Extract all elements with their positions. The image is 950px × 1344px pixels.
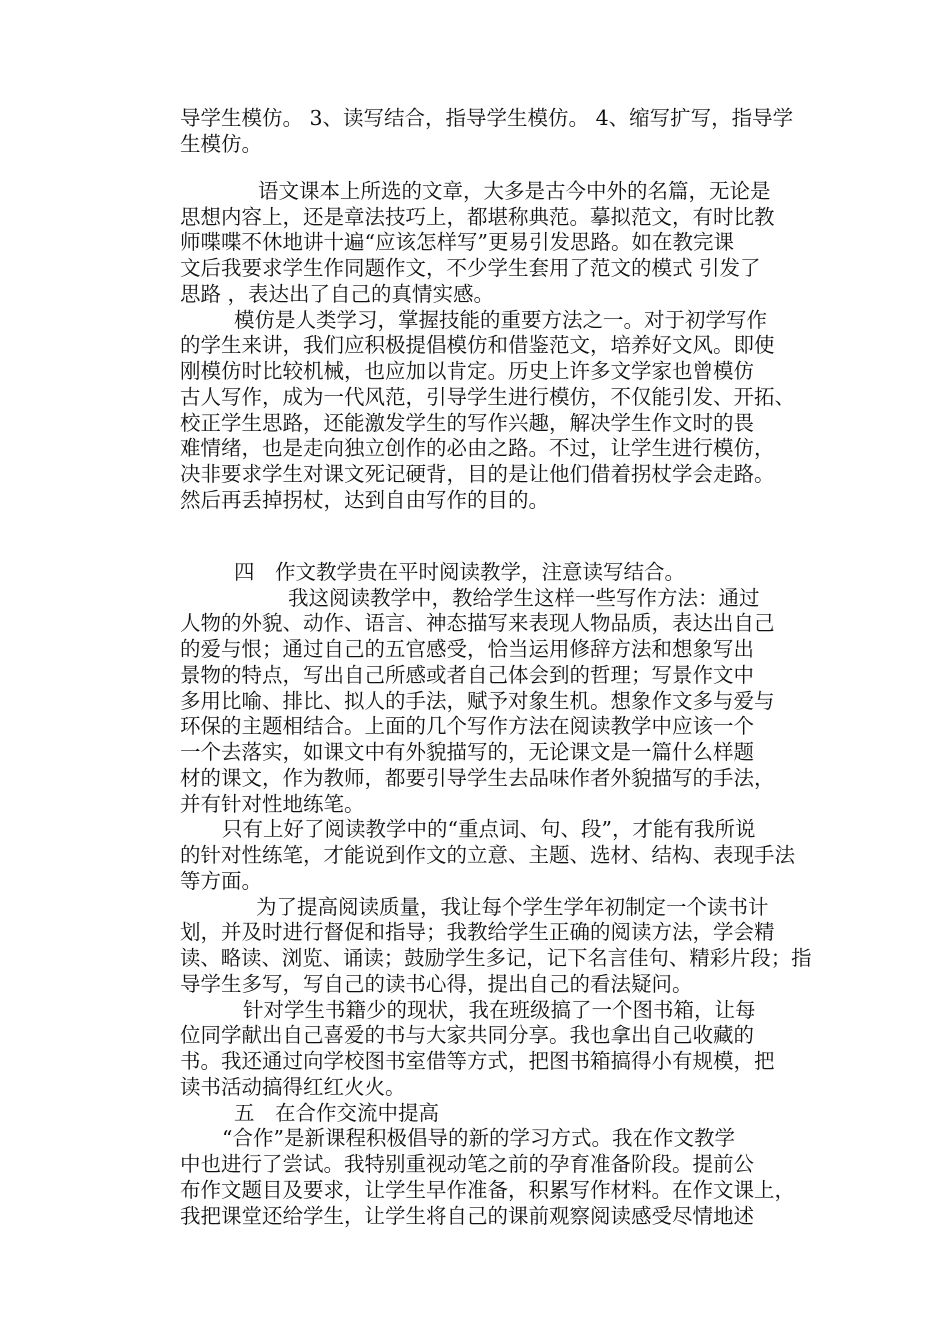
text-line: 五 在合作交流中提高 [234, 1101, 439, 1125]
text-line: 并有针对性地练笔。 [180, 792, 365, 816]
text-line: 古人写作，成为一代风范，引导学生进行模仿，不仅能引发、开拓、 [180, 385, 795, 409]
text-line: 决非要求学生对课文死记硬背，目的是让他们借着拐杖学会走路。 [180, 462, 775, 486]
text-line: 人物的外貌、动作、语言、神态描写来表现人物品质，表达出自己 [180, 611, 775, 635]
text-line: 读书活动搞得红红火火。 [180, 1075, 406, 1099]
text-line: 的学生来讲，我们应积极提倡模仿和借鉴范文，培养好文风。即使 [180, 333, 775, 357]
text-line: 我这阅读教学中，教给学生这样一些写作方法：通过 [288, 586, 760, 610]
text-line: 景物的特点，写出自己所感或者自己体会到的哲理；写景作文中 [180, 663, 754, 687]
text-line: 只有上好了阅读教学中的“重点词、句、段”，才能有我所说 [222, 817, 756, 841]
text-line: 布作文题目及要求，让学生早作准备，积累写作材料。在作文课上， [180, 1178, 795, 1202]
text-line: 文后我要求学生作同题作文，不少学生套用了范文的模式 引发了 [180, 256, 761, 280]
text-line: 思想内容上，还是章法技巧上，都堪称典范。摹拟范文，有时比教 [180, 205, 775, 229]
text-line: 导学生模仿。 3、读写结合，指导学生模仿。 4、缩写扩写，指导学 [180, 106, 794, 130]
text-line: 一个去落实，如课文中有外貌描写的，无论课文是一篇什么样题 [180, 740, 754, 764]
text-line: 然后再丢掉拐杖，达到自由写作的目的。 [180, 488, 549, 512]
text-line: 位同学献出自己喜爱的书与大家共同分享。我也拿出自己收藏的 [180, 1023, 754, 1047]
text-line: 等方面。 [180, 869, 262, 893]
text-line: 针对学生书籍少的现状，我在班级搞了一个图书箱，让每 [243, 998, 756, 1022]
text-line: 四 作文教学贵在平时阅读教学，注意读写结合。 [234, 560, 685, 584]
text-line: 我把课堂还给学生，让学生将自己的课前观察阅读感受尽情地述 [180, 1204, 754, 1228]
text-line: 书。我还通过向学校图书室借等方式，把图书箱搞得小有规模，把 [180, 1049, 775, 1073]
text-line: 导学生多写，写自己的读书心得，提出自己的看法疑问。 [180, 972, 693, 996]
text-line: 师喋喋不休地讲十遍“应该怎样写”更易引发思路。如在教完课 [180, 230, 734, 254]
text-line: 读、略读、浏览、诵读；鼓励学生多记，记下名言佳句、精彩片段；指 [180, 946, 812, 970]
text-line: 的针对性练笔，才能说到作文的立意、主题、选材、结构、表现手法 [180, 843, 795, 867]
text-line: 材的课文，作为教师，都要引导学生去品味作者外貌描写的手法， [180, 766, 775, 790]
text-line: 多用比喻、排比、拟人的手法，赋予对象生机。想象作文多与爱与 [180, 689, 775, 713]
text-line: 划，并及时进行督促和指导；我教给学生正确的阅读方法，学会精 [180, 920, 775, 944]
text-line: 环保的主题相结合。上面的几个写作方法在阅读教学中应该一个 [180, 714, 754, 738]
text-line: 为了提高阅读质量，我让每个学生学年初制定一个读书计 [256, 895, 769, 919]
text-line: 难情绪，也是走向独立创作的必由之路。不过，让学生进行模仿， [180, 436, 775, 460]
text-line: 模仿是人类学习，掌握技能的重要方法之一。对于初学写作 [234, 308, 767, 332]
text-line: 中也进行了尝试。我特别重视动笔之前的孕育准备阶段。提前公 [180, 1152, 754, 1176]
text-line: “合作”是新课程积极倡导的新的学习方式。我在作文教学 [222, 1126, 735, 1150]
text-line: 刚模仿时比较机械，也应加以肯定。历史上许多文学家也曾模仿 [180, 359, 754, 383]
text-line: 语文课本上所选的文章，大多是古今中外的名篇，无论是 [258, 179, 771, 203]
text-line: 生模仿。 [180, 132, 262, 156]
text-line: 思路 ，表达出了自己的真情实感。 [180, 282, 495, 306]
text-line: 校正学生思路，还能激发学生的写作兴趣，解决学生作文时的畏 [180, 411, 754, 435]
text-line: 的爱与恨；通过自己的五官感受，恰当运用修辞方法和想象写出 [180, 637, 754, 661]
